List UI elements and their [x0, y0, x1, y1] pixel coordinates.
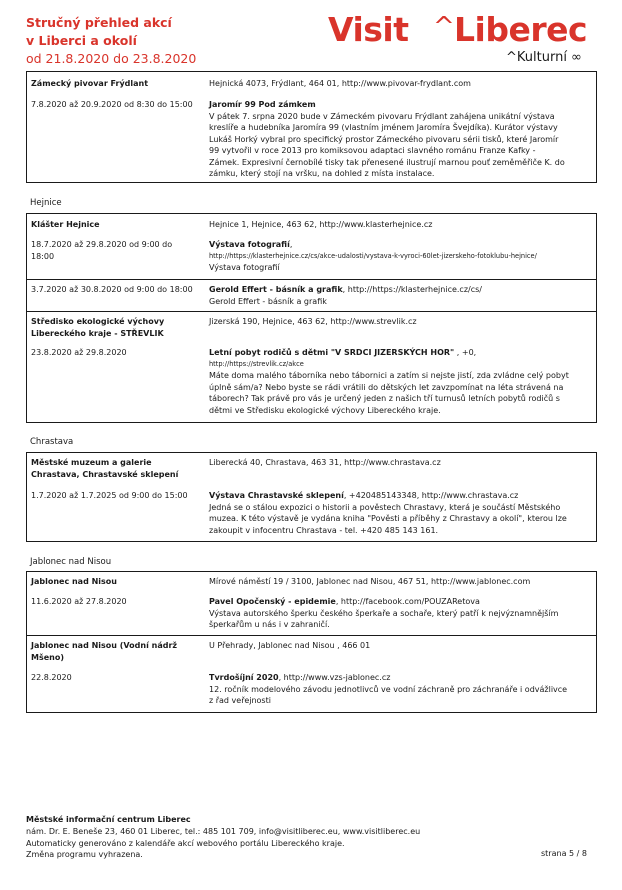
- event-desc-line: Výstava fotografií: [209, 263, 280, 272]
- event-title-line: [209, 490, 591, 502]
- title-line-1: Stručný přehled akcí: [26, 15, 172, 30]
- event-details: [209, 347, 591, 416]
- venue-name-line: Městské muzeum a galerie: [31, 458, 152, 467]
- venue-address: Liberecká 40, Chrastava, 463 31, http://www.chrastava.cz: [209, 458, 441, 467]
- venue-name: Zámecký pivovar Frýdlant: [31, 79, 149, 88]
- page-footer: [26, 814, 420, 861]
- event-desc-line: Lukáš Horký vybral pro specifický prostor Zámeckého pivovaru sérii tisků, které Jaromír: [209, 134, 559, 144]
- venue-address: Jizerská 190, Hejnice, 463 62, http://www.strevlik.cz: [209, 317, 417, 326]
- venue-name-line: Jablonec nad Nisou (Vodní nádrž: [31, 641, 178, 650]
- event-desc-line: Výstava autorského šperku českého šperkaře a sochaře, který patří k nejvýznamnějším: [209, 608, 559, 618]
- infinity-icon: ∞: [570, 50, 582, 65]
- event-desc-line: kreslíře a hudebníka Jaromíra 99 (vlastním jménem Jaromíra Švejdíka). Kurátor výstavy: [209, 123, 558, 132]
- event-title-suffix: , http://www.vzs-jablonec.cz: [278, 673, 391, 682]
- event-title: Jaromír 99 Pod zámkem: [209, 100, 316, 109]
- event-desc-line: táborech? Tak právě pro vás je určený jeden z našich tří turnusů letních pobytů rodičů s: [209, 394, 560, 403]
- event-date-line: 18.7.2020 až 29.8.2020 od 9:00 do: [31, 240, 173, 249]
- event-desc-line: dětmi ve Středisku ekologické výchovy Libereckého kraje.: [209, 405, 441, 415]
- event-desc-line: Máte doma malého táborníka nebo tábornici a zatím si nejste jistí, zda zvládne celý pobyt: [209, 371, 569, 380]
- event-desc-line: zámku, který stojí na vršku, na dohled z místa instalace.: [209, 169, 435, 178]
- event-date-line: 18:00: [31, 251, 55, 261]
- venue-address: Mírové náměstí 19 / 3100, Jablonec nad Nisou, 467 51, http://www.jablonec.com: [209, 577, 531, 586]
- venue-name: Jablonec nad Nisou: [31, 577, 117, 586]
- event-entry: [27, 214, 596, 279]
- event-entry: [27, 311, 596, 422]
- event-date: 23.8.2020 až 29.8.2020: [31, 348, 127, 357]
- section-label-hejnice: Hejnice: [30, 198, 62, 208]
- event-title: Výstava Chrastavské sklepení: [209, 491, 344, 500]
- event-date: 22.8.2020: [31, 673, 72, 682]
- section-label-jablonec: Jablonec nad Nisou: [30, 557, 112, 567]
- event-title: Výstava fotografií: [209, 240, 290, 249]
- event-details: [209, 490, 591, 536]
- venue-name: Klášter Hejnice: [31, 220, 100, 229]
- document-title: [26, 14, 196, 68]
- event-title-suffix: , +0,: [454, 348, 477, 357]
- event-block-chrastava: [26, 452, 597, 542]
- event-entry: [27, 453, 596, 541]
- event-title-suffix: , http://facebook.com/POUZARetova: [335, 597, 480, 606]
- event-details: [209, 672, 591, 707]
- venue-name: [31, 457, 203, 480]
- event-title-suffix: , +420485143348, http://www.chrastava.cz: [343, 491, 519, 500]
- event-title: Letní pobyt rodičů s dětmi "V SRDCI JIZERSKÝCH HOR": [209, 348, 455, 357]
- event-title: Pavel Opočenský - epidemie: [209, 597, 336, 606]
- event-title-line: [209, 284, 591, 296]
- title-line-2: v Liberci a okolí: [26, 33, 137, 48]
- event-details: [209, 284, 591, 307]
- event-desc-line: Gerold Effert - básník a grafik: [209, 296, 327, 306]
- logo-subtitle: [506, 50, 582, 65]
- event-date: 3.7.2020 až 30.8.2020 od 9:00 do 18:00: [31, 285, 193, 294]
- event-details: [209, 99, 591, 180]
- logo-word-liberec: Liberec: [454, 10, 588, 49]
- logo-sub-caret: ^: [506, 50, 517, 65]
- event-title-line: [209, 239, 591, 251]
- event-desc-line: šperkařům u nás i v zahraničí.: [209, 620, 330, 629]
- page-number: strana 5 / 8: [541, 849, 587, 858]
- event-entry: [27, 572, 596, 635]
- event-title: Gerold Effert - básník a grafik: [209, 285, 343, 294]
- event-desc-line: úplně sám/a? Nebo byste se rádi vrátili do dětských let zavzpomínat na léta strávená na: [209, 382, 564, 392]
- event-desc-line: Jedná se o stálou expozici o historii a pověstech Chrastavy, která je součástí Městského: [209, 502, 561, 512]
- logo-caret: ^: [433, 12, 455, 42]
- event-title-line: [209, 347, 591, 359]
- footer-address: nám. Dr. E. Beneše 23, 460 01 Liberec, tel.: 485 101 709, info@visitliberec.eu, www.visitliberec.eu: [26, 826, 421, 836]
- venue-name-line: Chrastava, Chrastavské sklepení: [31, 469, 179, 479]
- event-date: 7.8.2020 až 20.9.2020 od 8:30 do 15:00: [31, 100, 193, 109]
- logo-word-visit: Visit: [328, 10, 409, 49]
- event-url-link[interactable]: http://https://klasterhejnice.cz/cs/akce-udalosti/vystava-k-vyroci-60let-jizerskeho-fotoklubu-hejnice/: [209, 251, 537, 260]
- event-title-suffix: ,: [289, 240, 293, 249]
- footer-auto-note: Automaticky generováno z kalendáře akcí webového portálu Libereckého kraje.: [26, 838, 345, 848]
- event-date: 1.7.2020 až 1.7.2025 od 9:00 do 15:00: [31, 491, 188, 500]
- venue-address: Hejnice 1, Hejnice, 463 62, http://www.klasterhejnice.cz: [209, 220, 433, 229]
- event-url-link[interactable]: , http://https://klasterhejnice.cz/cs/: [342, 285, 482, 294]
- event-desc-line: zakoupit v infocentru Chrastava - tel. +420 485 143 161.: [209, 525, 439, 535]
- venue-name-line: Středisko ekologické výchovy: [31, 317, 165, 326]
- event-details: [209, 596, 591, 631]
- event-desc-line: Zámek. Expresivní černobílé tisky tak přenesené ilustrují marnou pouť zeměměřiče K. do: [209, 157, 565, 167]
- event-desc-line: 12. ročník modelového závodu jednotlivců ve vodní záchraně pro záchranáře i odvážlivce: [209, 684, 568, 694]
- event-title: Tvrdošíjní 2020: [209, 673, 279, 682]
- event-entry: [27, 279, 596, 311]
- event-desc-line: muzea. K této výstavě je vydána kniha "Pověsti a příběhy z Chrastavy a okolí", kterou lze: [209, 514, 567, 523]
- section-label-chrastava: Chrastava: [30, 437, 74, 447]
- event-title-line: [209, 672, 591, 684]
- footer-change-note: Změna programu vyhrazena.: [26, 850, 143, 860]
- venue-address: U Přehrady, Jablonec nad Nisou , 466 01: [209, 641, 371, 650]
- event-url-link[interactable]: http://https://strevlik.cz/akce: [209, 359, 304, 368]
- venue-name: [31, 640, 203, 663]
- venue-name: [31, 316, 203, 339]
- event-block-jablonec: [26, 571, 597, 713]
- visit-liberec-logo: [328, 10, 598, 70]
- event-block-hejnice: [26, 213, 597, 423]
- footer-org-name: Městské informační centrum Liberec: [26, 815, 191, 824]
- event-date: [31, 239, 203, 262]
- logo-sub-text: Kulturní: [516, 50, 567, 65]
- title-date-range: od 21.8.2020 do 23.8.2020: [26, 51, 197, 66]
- event-details: [209, 239, 591, 274]
- event-desc-line: z řad veřejnosti: [209, 696, 271, 705]
- venue-address: Hejnická 4073, Frýdlant, 464 01, http://www.pivovar-frydlant.com: [209, 79, 471, 88]
- event-date: 11.6.2020 až 27.8.2020: [31, 597, 127, 606]
- event-block-frydlant: [26, 71, 597, 183]
- event-title-line: [209, 596, 591, 608]
- venue-name-line: Libereckého kraje - STŘEVLIK: [31, 328, 164, 338]
- event-desc-line: 99 vytvořil v roce 2013 pro komiksovou adaptaci slavného románu Franze Kafky -: [209, 146, 536, 155]
- venue-name-line: Mšeno): [31, 652, 64, 662]
- event-entry: [27, 72, 596, 182]
- event-entry: [27, 635, 596, 712]
- event-desc-line: V pátek 7. srpna 2020 bude v Zámeckém pivovaru Frýdlant zahájena unikátní výstava: [209, 111, 555, 121]
